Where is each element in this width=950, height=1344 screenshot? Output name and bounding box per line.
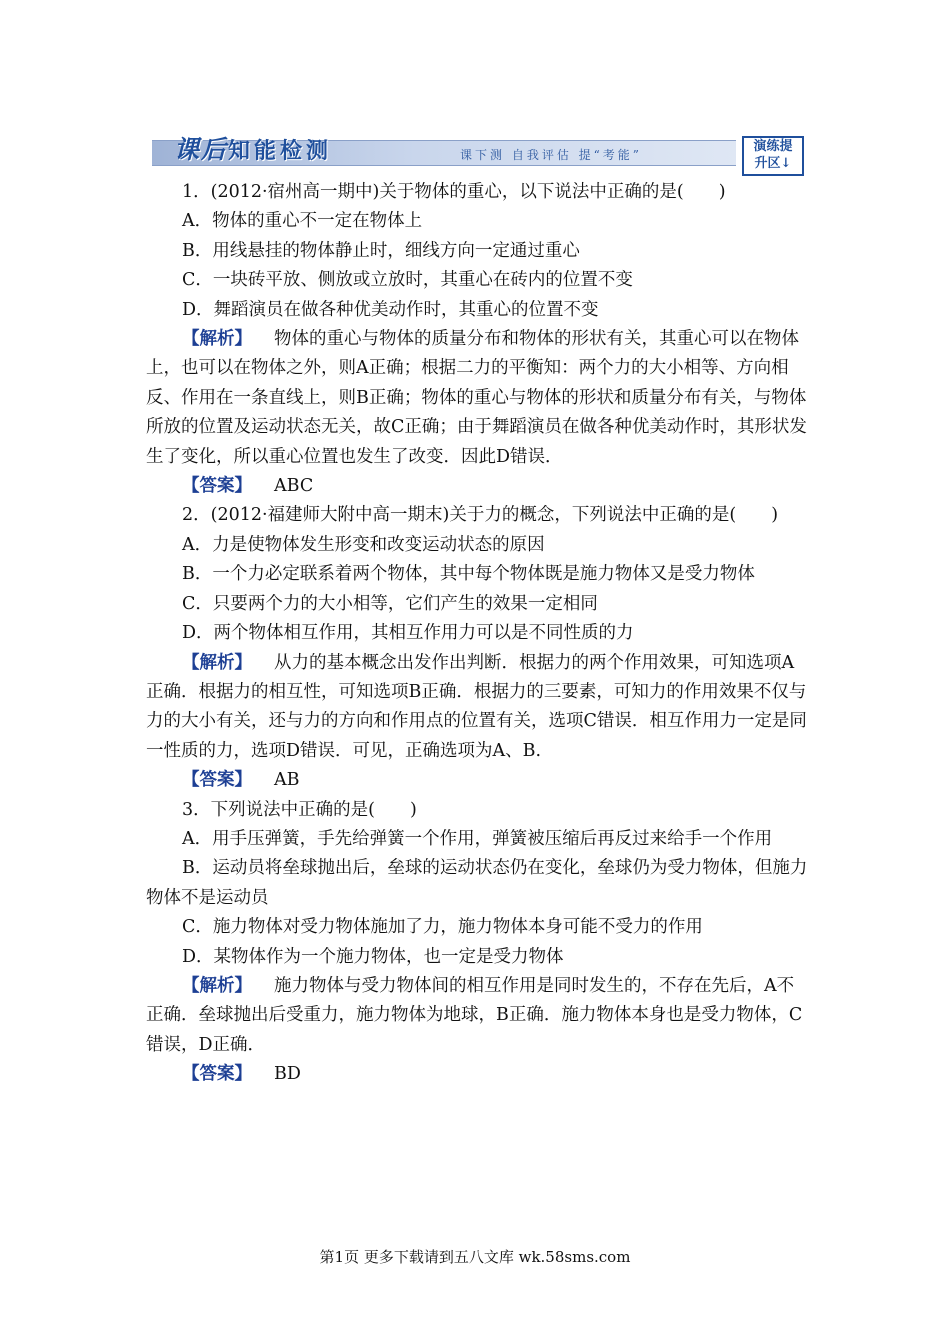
answer [146,766,810,795]
banner-title [174,130,332,166]
answer [146,472,810,501]
practice-area-link[interactable] [742,136,804,176]
question-stem: 3．下列说法中正确的是( ) [182,799,417,820]
option-c: C．一块砖平放、侧放或立放时，其重心在砖内的位置不变 [182,270,633,291]
banner-title-part-b: 知能检测 [228,138,333,164]
analysis-label: 【解析】 [182,975,252,996]
answer-label: 【答案】 [182,1064,252,1085]
answer-value: AB [274,770,300,791]
question-list [146,178,810,1090]
question-2 [146,501,810,795]
question-1 [146,178,810,501]
option-b: B．用线悬挂的物体静止时，细线方向一定通过重心 [182,240,580,261]
answer-value: BD [274,1064,301,1085]
option-a: A．用手压弹簧，手先给弹簧一个作用，弹簧被压缩后再反过来给手一个作用 [182,828,773,849]
analysis-text: 从力的基本概念出发作出判断．根据力的两个作用效果，可知选项A正确．根据力的相互性，可知选项B正确．根据力的三要素，可知力的作用效果不仅与力的大小有关，还与力的方向和作用点的位置有关，选项C错误．相互作用力一定是同一性质的力，选项D错误．可见，正确选项为A、B. [146,652,807,761]
question-stem: 2．(2012·福建师大附中高一期末)关于力的概念，下列说法中正确的是( ) [182,505,779,526]
practice-area-line1: 演练提 [753,139,793,154]
option-a: A．力是使物体发生形变和改变运动状态的原因 [182,534,545,555]
option-c: C．施力物体对受力物体施加了力，施力物体本身可能不受力的作用 [182,917,703,938]
banner-title-part-a: 课后 [174,135,229,164]
answer-value: ABC [274,476,314,497]
page-footer: 第1页 更多下载请到五八文库 wk.58sms.com [319,1248,631,1266]
analysis-label: 【解析】 [182,329,252,350]
option-d: D．某物体作为一个施力物体，也一定是受力物体 [182,946,564,967]
option-a: A．物体的重心不一定在物体上 [182,211,423,232]
option-d: D．两个物体相互作用，其相互作用力可以是不同性质的力 [182,623,634,644]
banner-subtitle: 课下测 自我评估 提“考能” [460,148,642,162]
option-d: D．舞蹈演员在做各种优美动作时，其重心的位置不变 [182,299,599,320]
question-3 [146,796,810,1090]
analysis-label: 【解析】 [182,652,252,673]
analysis-text: 施力物体与受力物体间的相互作用是同时发生的，不存在先后，A不正确．垒球抛出后受重力，施力物体为地球，B正确．施力物体本身也是受力物体，C错误，D正确． [146,975,803,1055]
answer-label: 【答案】 [182,770,252,791]
analysis [146,649,810,767]
analysis [146,972,810,1060]
analysis [146,325,810,472]
answer-label: 【答案】 [182,476,252,497]
section-banner [152,130,806,172]
option-b: B．运动员将垒球抛出后，垒球的运动状态仍在变化，垒球仍为受力物体，但施力物体不是运动员 [146,858,808,908]
option-c: C．只要两个力的大小相等，它们产生的效果一定相同 [182,593,598,614]
analysis-text: 物体的重心与物体的质量分布和物体的形状有关，其重心可以在物体上，也可以在物体之外，则A正确；根据二力的平衡知：两个力的大小相等、方向相反、作用在一条直线上，则B正确；物体的重心与物体的形状和质量分布有关，与物体所放的位置及运动状态无关，故C正确；由于舞蹈演员在做各种优美动作时，其形状发生了变化，所以重心位置也发生了改变．因此D错误． [146,329,807,467]
practice-area-line2: 升区↓ [754,156,792,171]
answer [146,1060,810,1089]
option-b: B．一个力必定联系着两个物体，其中每个物体既是施力物体又是受力物体 [182,564,755,585]
question-stem: 1．(2012·宿州高一期中)关于物体的重心，以下说法中正确的是( ) [182,182,726,202]
